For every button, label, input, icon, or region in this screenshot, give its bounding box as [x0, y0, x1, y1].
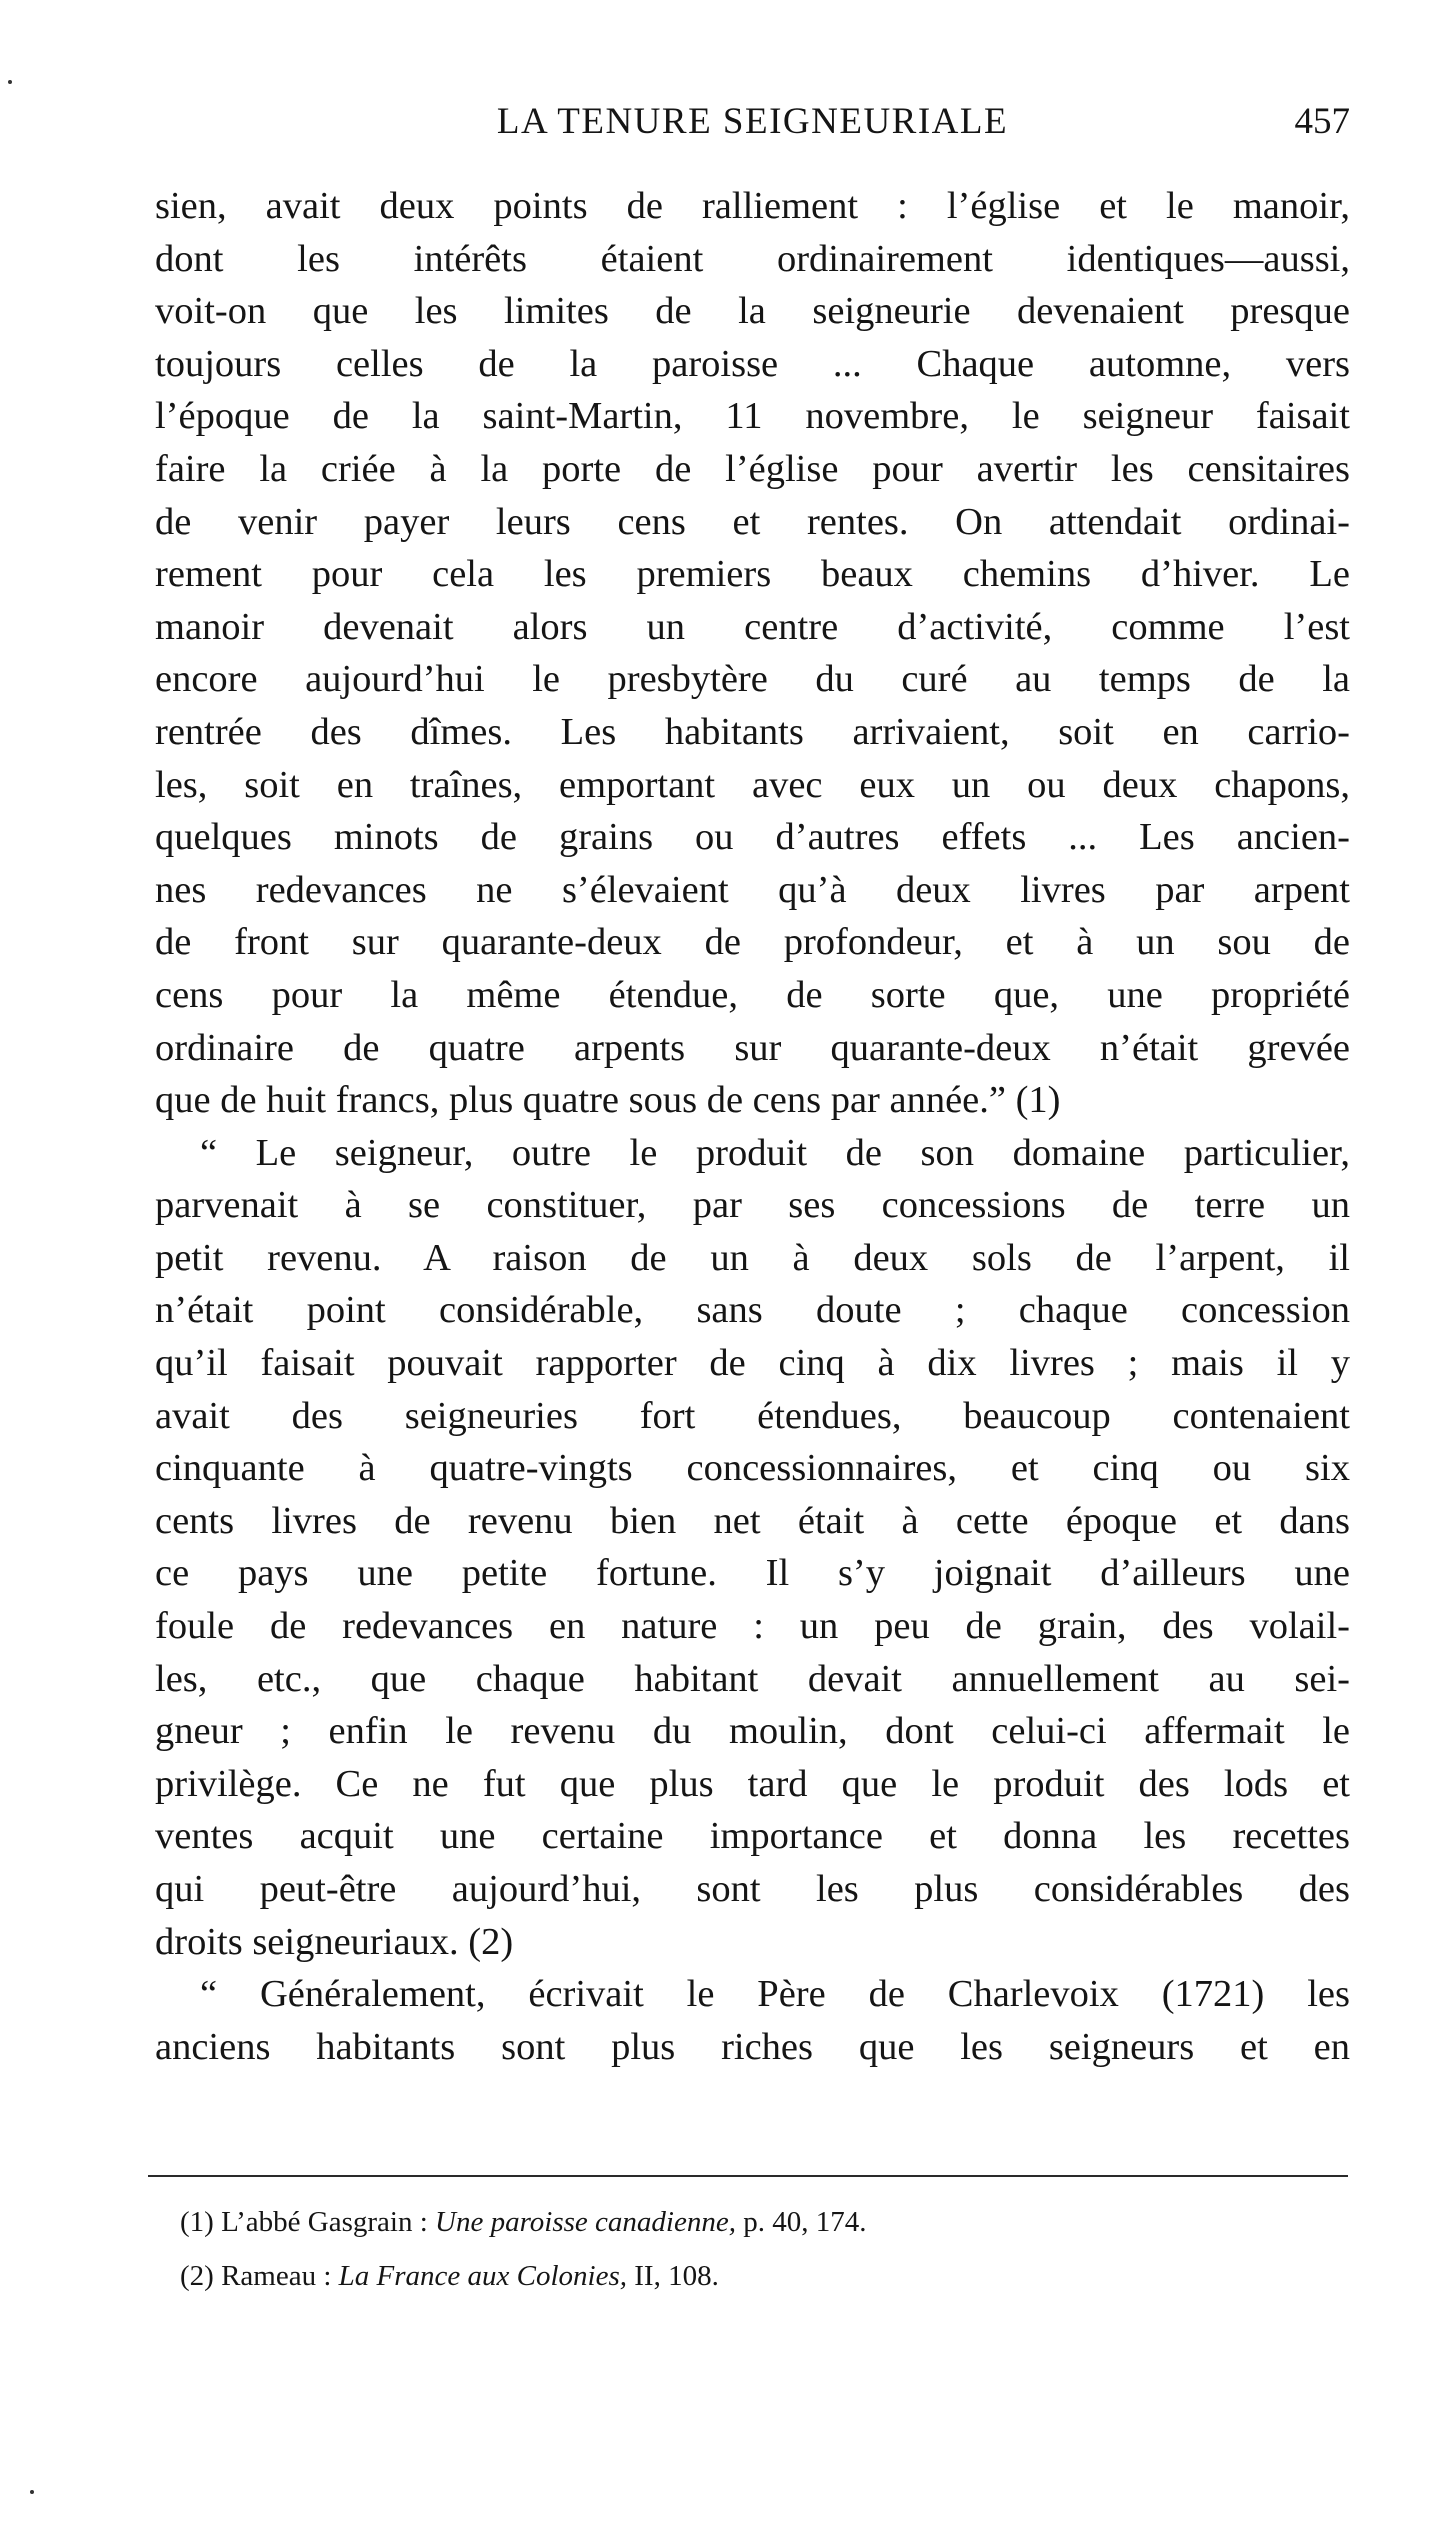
body-text: [155, 180, 1350, 2073]
text-line: n’était point considérable, sans doute ; chaque concession: [155, 1289, 1350, 1332]
text-line: privilège. Ce ne fut que plus tard que le produit des lods et: [155, 1762, 1350, 1805]
text-line: foule de redevances en nature : un peu de grain, des volail-: [155, 1605, 1350, 1648]
text-line: quelques minots de grains ou d’autres effets ... Les ancien-: [155, 816, 1350, 859]
text-line: anciens habitants sont plus riches que les seigneurs et en: [155, 2025, 1350, 2068]
footnote-author: L’abbé Gasgrain :: [221, 2206, 428, 2238]
scan-speck: [30, 2490, 34, 2494]
footnote: [180, 2249, 1330, 2303]
footnote-reference: II, 108.: [634, 2260, 719, 2292]
footnote-marker: (2): [180, 2260, 214, 2292]
text-line: avait des seigneuries fort étendues, beaucoup contenaient: [155, 1394, 1350, 1437]
footnote-reference: p. 40, 174.: [743, 2206, 867, 2238]
footnotes: [180, 2195, 1330, 2303]
text-line: ce pays une petite fortune. Il s’y joignait d’ailleurs une: [155, 1552, 1350, 1595]
running-title: LA TENURE SEIGNEURIALE: [496, 101, 1009, 142]
paragraph: [155, 1127, 1350, 1969]
text-line: les, soit en traînes, emportant avec eux un ou deux chapons,: [155, 763, 1350, 806]
footnote-marker: (1): [180, 2206, 214, 2238]
text-line: “ Généralement, écrivait le Père de Charlevoix (1721) les: [200, 1973, 1350, 2016]
text-line: dont les intérêts étaient ordinairement identiques—aussi,: [155, 237, 1350, 280]
text-line: que de huit francs, plus quatre sous de cens par année.” (1): [155, 1079, 1061, 1122]
text-line: petit revenu. A raison de un à deux sols de l’arpent, il: [155, 1236, 1350, 1279]
footnote-rule: [148, 2175, 1348, 2177]
text-line: ordinaire de quatre arpents sur quarante-deux n’était grevée: [155, 1026, 1350, 1069]
text-line: rement pour cela les premiers beaux chemins d’hiver. Le: [155, 553, 1350, 596]
text-line: de venir payer leurs cens et rentes. On attendait ordinai-: [155, 500, 1350, 543]
text-line: cens pour la même étendue, de sorte que, une propriété: [155, 973, 1350, 1016]
running-head: [155, 92, 1350, 152]
text-line: les, etc., que chaque habitant devait annuellement au sei-: [155, 1657, 1350, 1700]
text-line: droits seigneuriaux. (2): [155, 1920, 514, 1963]
text-line: rentrée des dîmes. Les habitants arrivaient, soit en carrio-: [155, 710, 1350, 753]
text-line: qui peut-être aujourd’hui, sont les plus considérables des: [155, 1868, 1350, 1910]
scan-speck: [8, 80, 12, 84]
text-line: cinquante à quatre-vingts concessionnaires, et cinq ou six: [155, 1447, 1350, 1490]
footnote-work-title: La France aux Colonies,: [338, 2260, 628, 2292]
paragraph: [155, 1968, 1350, 2073]
text-line: toujours celles de la paroisse ... Chaque automne, vers: [155, 342, 1350, 385]
text-line: cents livres de revenu bien net était à cette époque et dans: [155, 1499, 1350, 1542]
footnote: [180, 2195, 1330, 2249]
text-line: nes redevances ne s’élevaient qu’à deux livres par arpent: [155, 868, 1350, 911]
text-line: manoir devenait alors un centre d’activité, comme l’est: [155, 605, 1350, 648]
text-line: qu’il faisait pouvait rapporter de cinq à dix livres ; mais il y: [155, 1342, 1350, 1385]
page-number: 457: [1294, 101, 1350, 142]
text-line: parvenait à se constituer, par ses concessions de terre un: [155, 1184, 1350, 1227]
footnote-work-title: Une paroisse canadienne,: [435, 2206, 736, 2238]
text-line: encore aujourd’hui le presbytère du curé au temps de la: [155, 658, 1350, 701]
text-line: “ Le seigneur, outre le produit de son domaine particulier,: [200, 1131, 1350, 1174]
text-line: ventes acquit une certaine importance et donna les recettes: [155, 1815, 1350, 1858]
text-line: faire la criée à la porte de l’église pour avertir les censitaires: [155, 447, 1350, 490]
text-line: l’époque de la saint-Martin, 11 novembre, le seigneur faisait: [155, 395, 1350, 438]
text-line: de front sur quarante-deux de profondeur, et à un sou de: [155, 921, 1350, 964]
text-line: gneur ; enfin le revenu du moulin, dont celui-ci affermait le: [155, 1710, 1350, 1753]
footnote-author: Rameau :: [221, 2260, 332, 2292]
text-line: sien, avait deux points de ralliement : l’église et le manoir,: [155, 185, 1350, 227]
text-line: voit-on que les limites de la seigneurie devenaient presque: [155, 290, 1350, 333]
paragraph: [155, 180, 1350, 1127]
